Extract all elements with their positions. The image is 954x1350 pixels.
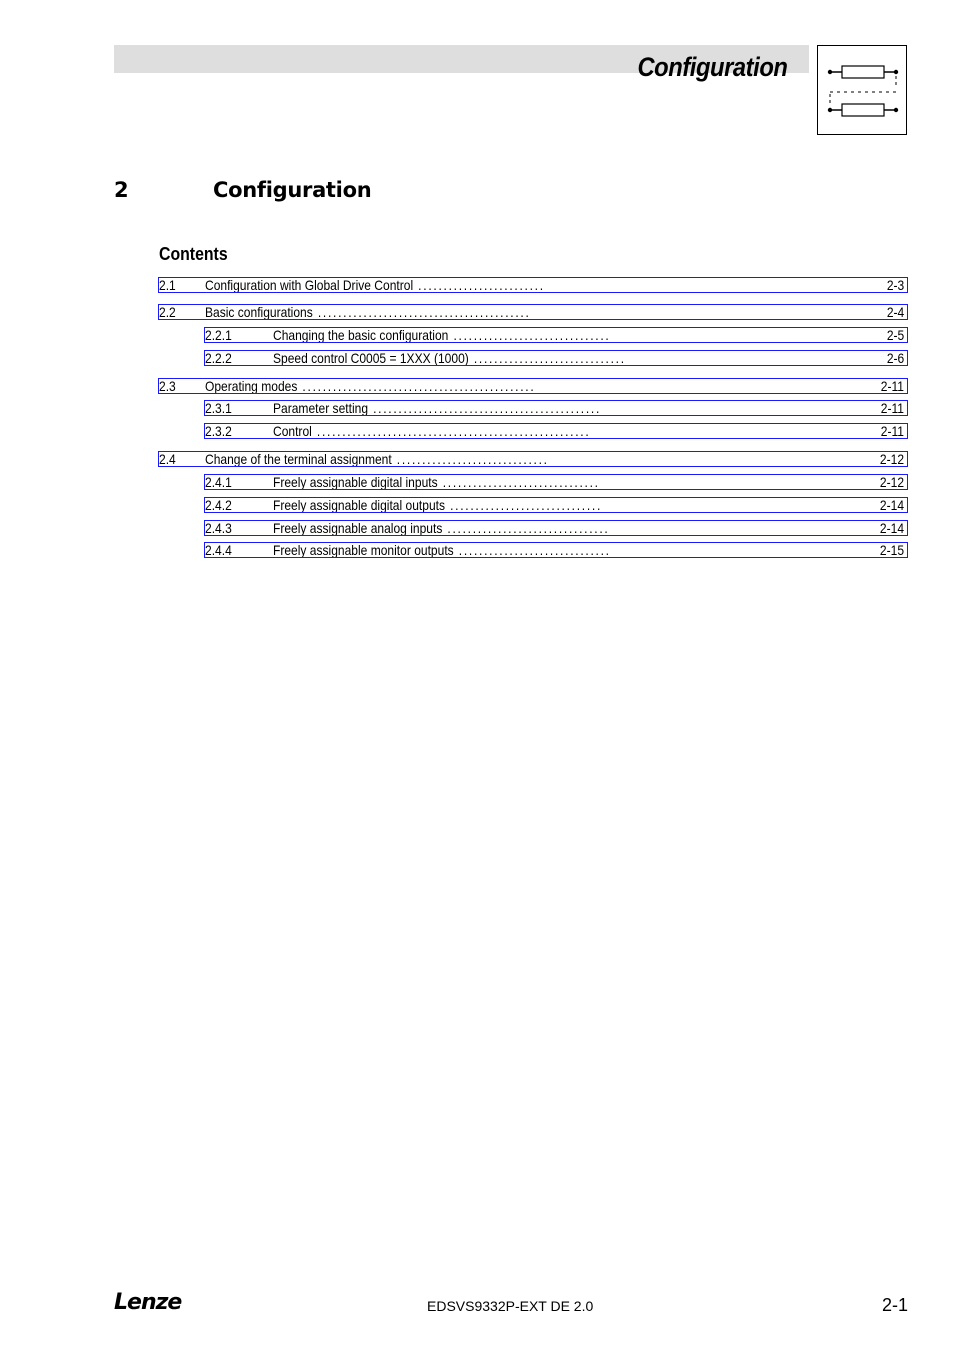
toc-entry-link[interactable] (158, 277, 908, 293)
toc-entry-label-text: Parameter setting (273, 401, 369, 415)
toc-entry-label (273, 328, 760, 342)
header-title: Configuration (636, 52, 787, 82)
toc-entry-link[interactable] (204, 542, 908, 558)
toc-entry-page: 2-11 (880, 400, 904, 416)
toc-entry-link[interactable] (204, 520, 908, 536)
toc-entry-label (205, 452, 750, 466)
toc-entry-page: 2-12 (879, 474, 904, 490)
chapter-number: 2 (114, 178, 129, 202)
toc-entry-label (273, 475, 760, 489)
toc-entry-number: 2.3 (159, 378, 176, 394)
toc-dot-leader: .............................. (453, 543, 611, 557)
toc-entry-label (205, 278, 750, 292)
toc-entry-label-text: Freely assignable analog inputs (273, 521, 443, 535)
toc-dot-leader: .............................................. (297, 379, 536, 393)
toc-entry-page: 2-4 (886, 304, 904, 320)
toc-entry-link[interactable] (204, 474, 908, 490)
toc-entry-number: 2.4.3 (205, 520, 232, 536)
toc-entry-label-text: Speed control C0005 = 1XXX (1000) (273, 351, 469, 365)
toc-entry-label-text: Change of the terminal assignment (205, 452, 392, 466)
toc-entry-number: 2.3.2 (205, 423, 232, 439)
toc-entry-number: 2.1 (159, 277, 176, 293)
toc-entry-label-text: Freely assignable monitor outputs (273, 543, 454, 557)
toc-entry-label (273, 521, 760, 535)
toc-entry-link[interactable] (204, 327, 908, 343)
toc-entry-number: 2.3.1 (205, 400, 232, 416)
toc-entry-label-text: Changing the basic configuration (273, 328, 449, 342)
toc-entry-number: 2.2.2 (205, 350, 232, 366)
toc-dot-leader: ............................... (437, 475, 600, 489)
toc-entry-label (273, 498, 760, 512)
toc-entry-page: 2-14 (879, 497, 904, 513)
toc-entry-label-text: Operating modes (205, 379, 298, 393)
toc-entry-page: 2-11 (880, 423, 904, 439)
toc-entry-page: 2-14 (879, 520, 904, 536)
toc-entry-link[interactable] (158, 378, 908, 394)
toc-entry-label (273, 401, 760, 415)
toc-entry-label-text: Freely assignable digital outputs (273, 498, 446, 512)
toc-entry-page: 2-6 (886, 350, 904, 366)
toc-entry-link[interactable] (204, 423, 908, 439)
toc-entry-link[interactable] (158, 304, 908, 320)
toc-entry-page: 2-3 (886, 277, 904, 293)
toc-entry-link[interactable] (158, 451, 908, 467)
document-code: EDSVS9332P-EXT DE 2.0 (427, 1298, 594, 1314)
toc-entry-number: 2.2.1 (205, 327, 232, 343)
toc-entry-number: 2.4 (159, 451, 176, 467)
toc-entry-label-text: Control (273, 424, 312, 438)
toc-entry-page: 2-12 (879, 451, 904, 467)
toc-dot-leader: ................................ (442, 521, 610, 535)
toc-entry-label (205, 379, 750, 393)
lenze-logo: Lenze (114, 1290, 182, 1315)
toc-dot-leader: .............................. (468, 351, 626, 365)
toc-entry-label (273, 351, 760, 365)
toc-entry-page: 2-11 (880, 378, 904, 394)
toc-entry-number: 2.2 (159, 304, 176, 320)
toc-entry-number: 2.4.2 (205, 497, 232, 513)
toc-dot-leader: .............................. (445, 498, 603, 512)
page-number: 2-1 (881, 1295, 908, 1315)
toc-entry-label-text: Freely assignable digital inputs (273, 475, 438, 489)
toc-dot-leader: ............................................. (368, 401, 602, 415)
toc-entry-number: 2.4.1 (205, 474, 232, 490)
toc-entry-link[interactable] (204, 350, 908, 366)
toc-entry-link[interactable] (204, 400, 908, 416)
circuit-diagram-icon (817, 45, 907, 135)
toc-entry-label-text: Basic configurations (205, 305, 313, 319)
chapter-title: Configuration (213, 178, 372, 202)
toc-entry-number: 2.4.4 (205, 542, 232, 558)
toc-entry-link[interactable] (204, 497, 908, 513)
toc-dot-leader: .......................................... (312, 305, 531, 319)
toc-dot-leader: ...................................................... (311, 424, 591, 438)
toc-entry-label (273, 543, 760, 557)
toc-entry-label (273, 424, 760, 438)
toc-entry-page: 2-15 (879, 542, 904, 558)
contents-heading: Contents (159, 244, 228, 264)
toc-dot-leader: ......................... (413, 278, 545, 292)
toc-dot-leader: ............................... (448, 328, 611, 342)
toc-entry-label-text: Configuration with Global Drive Control (205, 278, 414, 292)
toc-entry-label (205, 305, 750, 319)
toc-entry-page: 2-5 (886, 327, 904, 343)
toc-dot-leader: .............................. (391, 452, 549, 466)
